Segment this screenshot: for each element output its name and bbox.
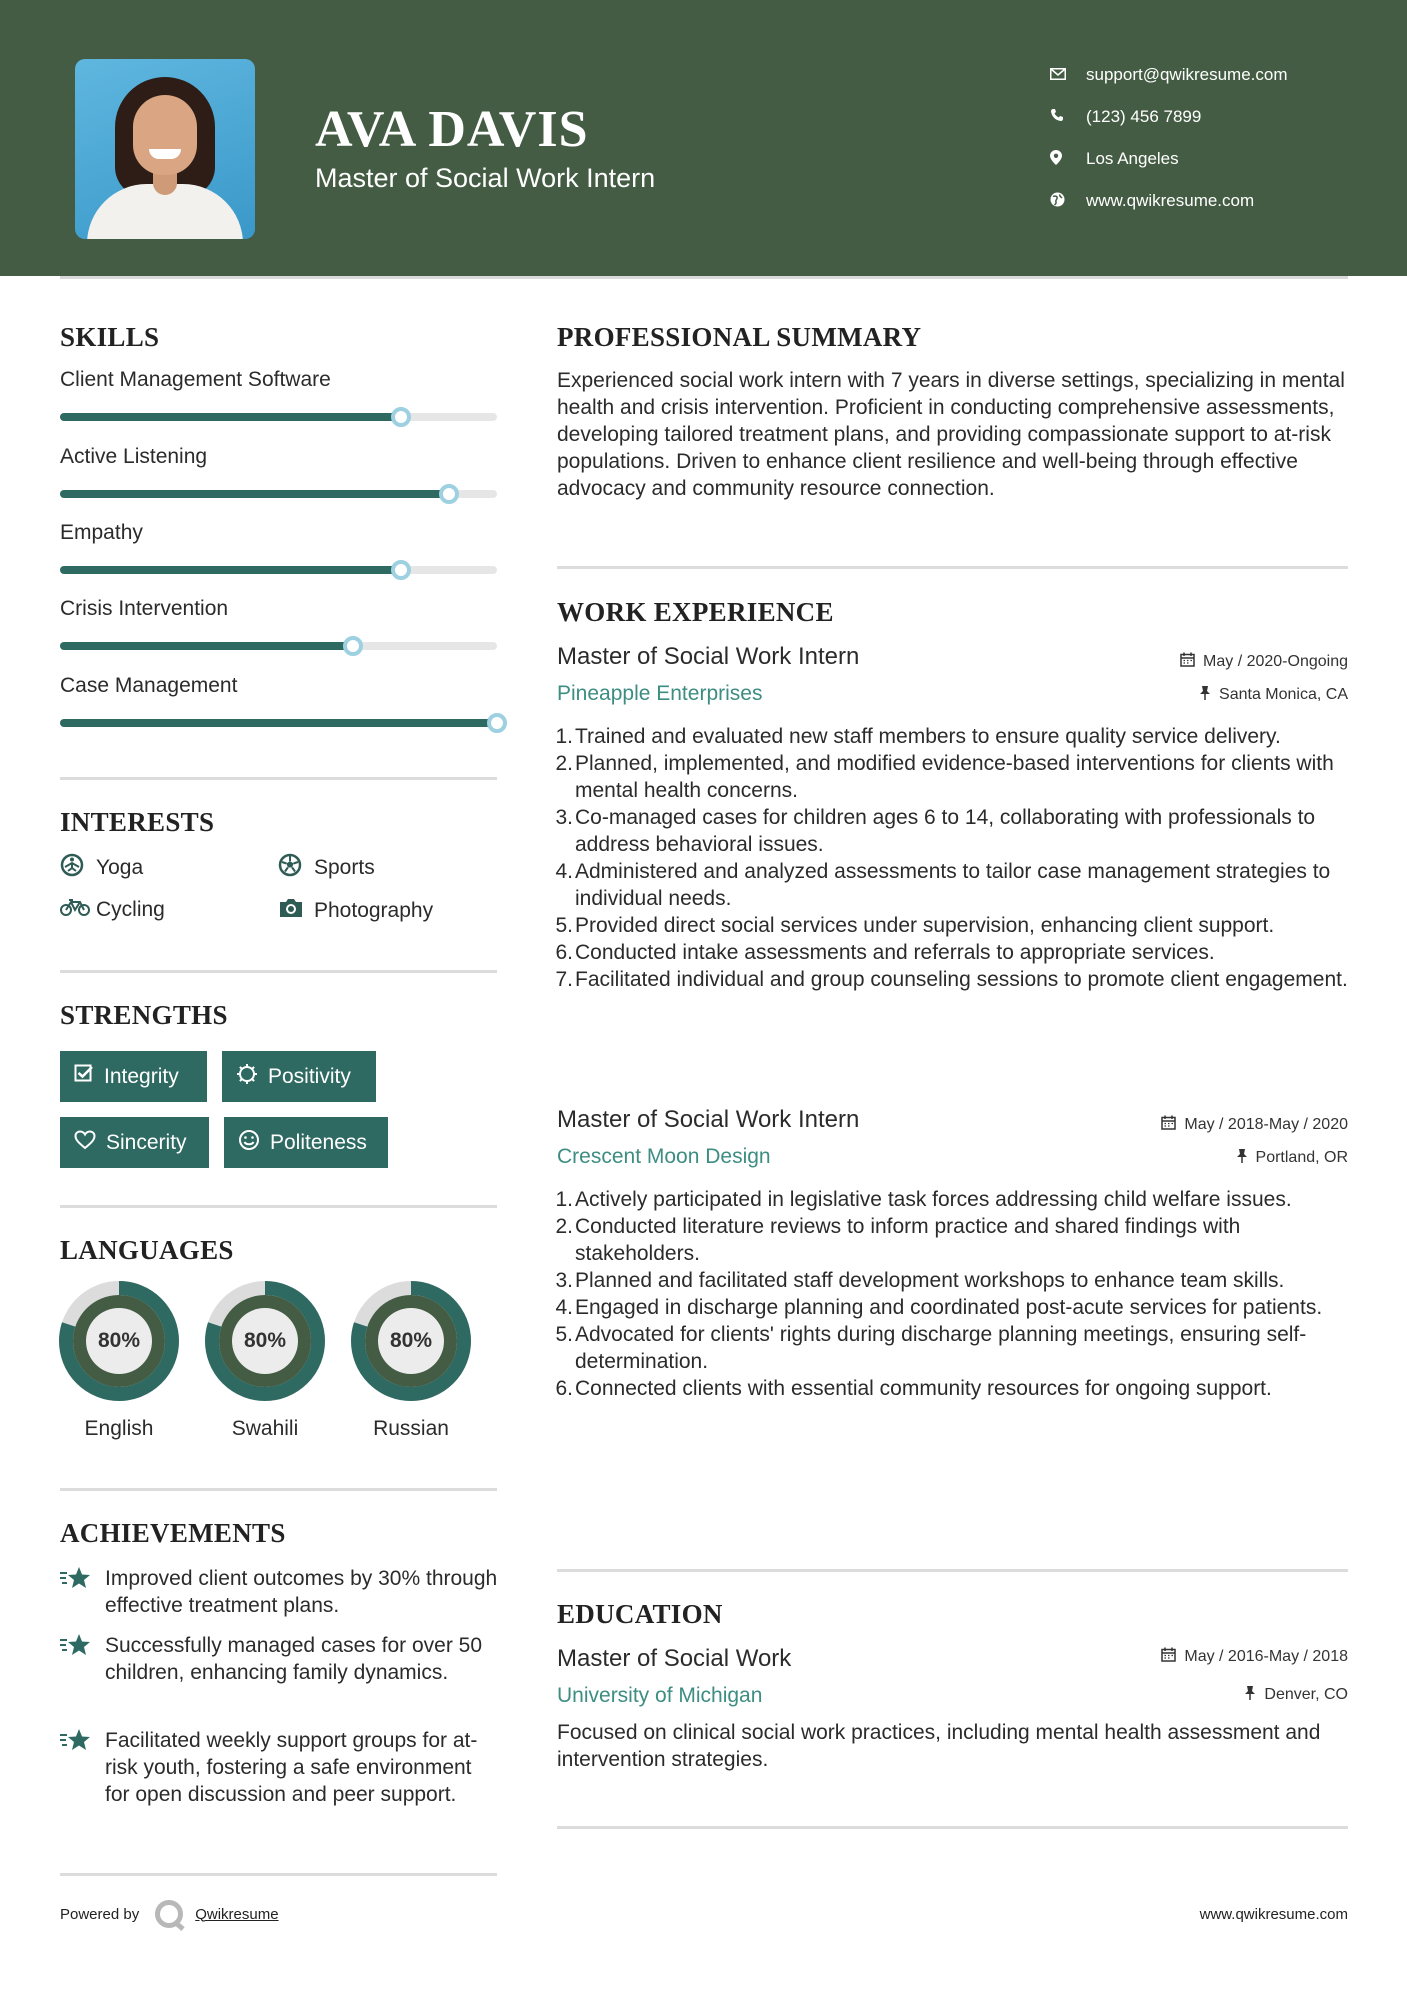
pushpin-icon xyxy=(1199,685,1211,704)
skills-heading: SKILLS xyxy=(60,322,160,352)
strength-label: Politeness xyxy=(270,1130,367,1154)
education-location xyxy=(1244,1685,1348,1704)
strength-badge xyxy=(222,1051,376,1102)
school-name: University of Michigan xyxy=(557,1684,763,1707)
job-location xyxy=(1199,685,1348,704)
heart-icon xyxy=(74,1130,96,1156)
duty-item: 7. Facilitated individual and group counseling sessions to promote client engagement. xyxy=(555,968,1348,991)
skill-bar-knob xyxy=(391,407,411,427)
skill-bar xyxy=(60,413,497,421)
contact-email-text: support@qwikresume.com xyxy=(1086,65,1288,84)
section-divider xyxy=(60,777,497,780)
strength-label: Positivity xyxy=(268,1064,351,1088)
languages-heading: LANGUAGES xyxy=(60,1235,234,1265)
language-label: Swahili xyxy=(231,1417,299,1440)
pushpin-icon xyxy=(1236,1148,1248,1167)
duty-item: 2. Planned, implemented, and modified evidence-based interventions for clients with mental health concerns. xyxy=(555,752,1334,802)
skill-bar xyxy=(60,490,497,498)
interest-label: Sports xyxy=(314,856,375,879)
job-dates xyxy=(1161,1115,1348,1134)
contact-website-text: www.qwikresume.com xyxy=(1086,191,1255,210)
job-location-text: Santa Monica, CA xyxy=(1219,685,1348,703)
gear-icon xyxy=(236,1063,258,1091)
qwikresume-logo-icon xyxy=(155,1900,183,1928)
star-icon xyxy=(60,1727,105,1808)
calendar-icon xyxy=(1180,652,1195,671)
company-name: Pineapple Enterprises xyxy=(557,682,763,705)
star-icon xyxy=(60,1565,105,1619)
interest-label: Photography xyxy=(314,899,434,922)
language-item xyxy=(58,1280,180,1440)
envelope-icon xyxy=(1050,67,1086,84)
education-dates-text: May / 2016-May / 2018 xyxy=(1184,1647,1348,1665)
language-item xyxy=(350,1280,472,1440)
pushpin-icon xyxy=(1244,1685,1256,1704)
achievement-text: Facilitated weekly support groups for at-risk youth, fostering a safe environment for open discussion and peer support. xyxy=(105,1729,478,1806)
interest-item xyxy=(60,897,165,923)
education-description: Focused on clinical social work practices, including mental health assessment and intervention strategies. xyxy=(557,1721,1321,1771)
skill-bar-knob xyxy=(487,713,507,733)
education-heading: EDUCATION xyxy=(557,1599,723,1629)
strength-badge xyxy=(60,1051,207,1102)
candidate-title: Master of Social Work Intern xyxy=(315,163,656,193)
skill-label: Active Listening xyxy=(60,445,208,468)
camera-icon xyxy=(278,897,314,925)
job-dates-text: May / 2020-Ongoing xyxy=(1203,652,1348,670)
map-pin-icon xyxy=(1050,150,1086,169)
interest-item xyxy=(60,853,143,883)
job-dates xyxy=(1180,652,1348,671)
education-dates xyxy=(1161,1647,1348,1666)
work-heading: WORK EXPERIENCE xyxy=(557,597,834,627)
duty-item: 3. Planned and facilitated staff development workshops to enhance team skills. xyxy=(555,1269,1285,1292)
skill-bar-fill xyxy=(60,566,401,574)
section-divider xyxy=(557,566,1348,569)
resume-header xyxy=(0,0,1407,276)
candidate-name: AVA DAVIS xyxy=(315,101,589,158)
globe-icon xyxy=(1050,192,1086,211)
skill-bar xyxy=(60,566,497,574)
interest-label: Cycling xyxy=(96,898,165,921)
star-icon xyxy=(60,1632,105,1686)
skill-bar xyxy=(60,642,497,650)
duty-item: 4. Engaged in discharge planning and coordinated post-acute services for patients. xyxy=(555,1296,1323,1319)
skill-label: Crisis Intervention xyxy=(60,597,229,620)
checkbox-icon xyxy=(74,1064,94,1090)
achievements-heading: ACHIEVEMENTS xyxy=(60,1518,286,1548)
powered-by-text: Powered by xyxy=(60,1905,140,1923)
duty-item: 6. Conducted intake assessments and referrals to appropriate services. xyxy=(555,941,1215,964)
skill-label: Client Management Software xyxy=(60,368,331,391)
summary-text: Experienced social work intern with 7 years in diverse settings, specializing in mental health and crisis intervention. Proficient in conducting comprehensive assessments, developing tailored treatment plans, and providing compassionate support to at-risk populations. Driven to enhance client resilience and well-being through effective advocacy and community resource connection. xyxy=(557,369,1345,500)
strength-badge xyxy=(60,1117,209,1168)
achievement-item xyxy=(60,1727,500,1808)
duty-item: 1. Trained and evaluated new staff members to ensure quality service delivery. xyxy=(555,725,1281,748)
language-percent: 80% xyxy=(97,1329,141,1352)
duty-item: 2. Conducted literature reviews to inform practice and shared findings with stakeholders. xyxy=(555,1215,1241,1265)
summary-heading: PROFESSIONAL SUMMARY xyxy=(557,322,922,352)
job-dates-text: May / 2018-May / 2020 xyxy=(1184,1115,1348,1133)
strength-badge xyxy=(224,1117,388,1168)
footer-website[interactable]: www.qwikresume.com xyxy=(1199,1906,1348,1923)
language-item xyxy=(204,1280,326,1440)
strength-label: Integrity xyxy=(104,1064,179,1088)
interest-item xyxy=(278,897,433,925)
duty-item: 1. Actively participated in legislative task forces addressing child welfare issues. xyxy=(555,1188,1292,1211)
section-divider xyxy=(60,1873,497,1876)
interest-label: Yoga xyxy=(96,856,144,879)
skill-bar-knob xyxy=(439,484,459,504)
strengths-heading: STRENGTHS xyxy=(60,1000,228,1030)
header-divider xyxy=(60,276,1348,279)
skill-bar xyxy=(60,719,497,727)
phone-icon xyxy=(1050,108,1086,126)
language-label: English xyxy=(84,1417,154,1440)
section-divider xyxy=(557,1569,1348,1572)
job-location-text: Portland, OR xyxy=(1255,1148,1348,1166)
strength-label: Sincerity xyxy=(106,1130,187,1154)
contact-website[interactable] xyxy=(1050,180,1288,222)
skill-bar-fill xyxy=(60,490,449,498)
duty-item: 5. Provided direct social services under supervision, enhancing client support. xyxy=(555,914,1275,937)
company-name: Crescent Moon Design xyxy=(557,1145,771,1168)
education-location-text: Denver, CO xyxy=(1264,1685,1348,1703)
achievement-text: Successfully managed cases for over 50 children, enhancing family dynamics. xyxy=(105,1634,483,1684)
footer-branding xyxy=(60,1900,279,1928)
skill-label: Case Management xyxy=(60,674,238,697)
skill-bar-knob xyxy=(343,636,363,656)
language-label: Russian xyxy=(373,1417,449,1440)
language-percent: 80% xyxy=(243,1329,287,1352)
contact-location-text: Los Angeles xyxy=(1086,149,1179,168)
skill-bar-knob xyxy=(391,560,411,580)
skill-bar-fill xyxy=(60,719,497,727)
contact-phone-text: (123) 456 7899 xyxy=(1086,107,1202,126)
duty-item: 5. Advocated for clients' rights during discharge planning meetings, ensuring self-determination. xyxy=(555,1323,1307,1373)
section-divider xyxy=(60,970,497,973)
degree-title: Master of Social Work xyxy=(557,1645,792,1672)
achievement-text: Improved client outcomes by 30% through effective treatment plans. xyxy=(105,1567,498,1617)
duty-item: 6. Connected clients with essential community resources for ongoing support. xyxy=(555,1377,1272,1400)
interest-item xyxy=(278,853,375,883)
contact-list xyxy=(1050,54,1288,222)
contact-location xyxy=(1050,138,1288,180)
section-divider xyxy=(557,1826,1348,1829)
contact-email[interactable] xyxy=(1050,54,1288,96)
job-duties-list xyxy=(555,723,1352,993)
profile-photo xyxy=(75,59,255,239)
smiley-icon xyxy=(238,1129,260,1157)
soccer-ball-icon xyxy=(278,853,314,883)
duty-item: 3. Co-managed cases for children ages 6 to 14, collaborating with professionals to address behavioral issues. xyxy=(555,806,1316,856)
interests-heading: INTERESTS xyxy=(60,807,215,837)
achievement-item xyxy=(60,1632,500,1686)
job-duties-list xyxy=(555,1186,1352,1402)
job-title: Master of Social Work Intern xyxy=(557,643,860,670)
language-percent: 80% xyxy=(389,1329,433,1352)
calendar-icon xyxy=(1161,1115,1176,1134)
duty-item: 4. Administered and analyzed assessments to tailor case management strategies to individual needs. xyxy=(555,860,1331,910)
bicycle-icon xyxy=(60,897,96,923)
contact-phone[interactable] xyxy=(1050,96,1288,138)
section-divider xyxy=(60,1205,497,1208)
achievement-item xyxy=(60,1565,500,1619)
skill-bar-fill xyxy=(60,642,353,650)
calendar-icon xyxy=(1161,1647,1176,1666)
skill-label: Empathy xyxy=(60,521,143,544)
skill-bar-fill xyxy=(60,413,401,421)
job-title: Master of Social Work Intern xyxy=(557,1106,860,1133)
qwikresume-link[interactable]: Qwikresume xyxy=(195,1905,279,1923)
yoga-icon xyxy=(60,853,96,883)
section-divider xyxy=(60,1488,497,1491)
job-location xyxy=(1236,1148,1348,1167)
